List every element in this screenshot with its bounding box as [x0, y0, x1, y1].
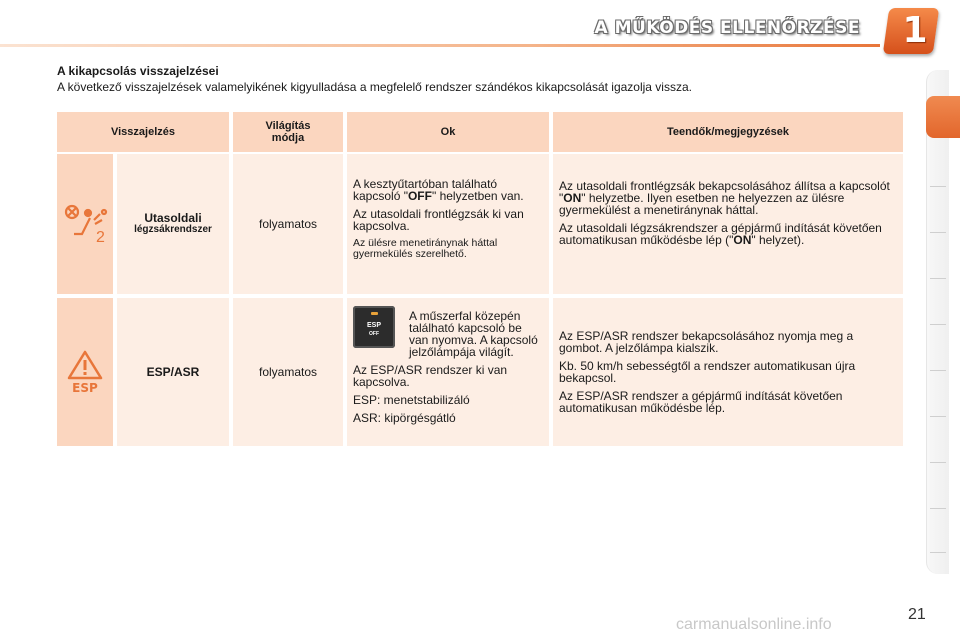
side-tab-divider [930, 552, 946, 553]
svg-text:2: 2 [96, 229, 105, 244]
action-cell [553, 298, 903, 446]
cause-cell [347, 154, 549, 294]
switch-led [371, 312, 378, 315]
indicator-table [57, 112, 903, 452]
indicator-name-cell [117, 154, 229, 294]
action-text: Az utasoldali légzsákrendszer a gépjármű indítását követően automatikusan működésbe lép ("ON" helyzet). [559, 221, 882, 247]
section-intro: A következő visszajelzések valamelyikének kigyulladása a megfelelő rendszer szándékos kikapcsolását igazolja vissza. [57, 80, 692, 94]
cause-text: ESP: menetstabilizáló [353, 393, 470, 407]
passenger-airbag-off-icon [60, 204, 110, 244]
page-number: 21 [908, 606, 926, 623]
esp-warning-icon [65, 350, 105, 394]
indicator-name: Utasoldali [144, 211, 202, 225]
side-tab-active[interactable] [926, 96, 960, 138]
side-tab-divider [930, 278, 946, 279]
indicator-icon-cell [57, 154, 113, 294]
cause-text: ASR: kipörgésgátló [353, 411, 456, 425]
lighting-mode-cell [233, 298, 343, 446]
cause-text: A műszerfal közepén található kapcsoló be van nyomva. A kapcsoló jelzőlámpája világít. [409, 309, 538, 359]
side-tab-rail[interactable] [926, 70, 949, 574]
column-header: Ok [347, 112, 549, 152]
indicator-name-cell [117, 298, 229, 446]
cause-text: Az utasoldali frontlégzsák ki van kapcsolva. [353, 207, 524, 233]
page-header [0, 0, 960, 56]
cause-note: Az ülésre menetiránynak háttal gyermekülés szerelhető. [353, 237, 498, 260]
esp-off-switch [353, 306, 395, 348]
lighting-mode: folyamatos [258, 365, 318, 379]
cause-text: Az ESP/ASR rendszer ki van kapcsolva. [353, 363, 508, 389]
action-cell [553, 154, 903, 294]
svg-text:ESP: ESP [72, 381, 98, 394]
action-text: Kb. 50 km/h sebességtől a rendszer automatikusan újra bekapcsol. [559, 359, 856, 385]
action-text: Az utasoldali frontlégzsák bekapcsolásához állítsa a kapcsolót "ON" helyzetbe. Ilyen esetben ne helyezzen az ülésre gyermekülést a menetiránynak háttal. [559, 179, 890, 217]
side-tab-divider [930, 186, 946, 187]
lighting-mode-cell [233, 154, 343, 294]
column-header: Teendők/megjegyzések [553, 112, 903, 152]
column-header: Visszajelzés [57, 112, 229, 152]
indicator-icon-cell [57, 298, 113, 446]
side-tab-divider [930, 416, 946, 417]
indicator-name: ESP/ASR [146, 365, 200, 379]
side-tab-divider [930, 370, 946, 371]
watermark: carmanualsonline.info [676, 616, 832, 633]
cause-cell [347, 298, 549, 446]
lighting-mode: folyamatos [258, 217, 318, 231]
action-text: Az ESP/ASR rendszer a gépjármű indítását követően automatikusan működésbe lép. [559, 389, 843, 415]
cause-text: A kesztyűtartóban található kapcsoló "OFF" helyzetben van. [353, 177, 524, 203]
column-header: Világítás módja [233, 112, 343, 152]
side-tab-divider [930, 508, 946, 509]
action-text: Az ESP/ASR rendszer bekapcsolásához nyomja meg a gombot. A jelzőlámpa kialszik. [559, 329, 854, 355]
side-tab-divider [930, 324, 946, 325]
section-title: A kikapcsolás visszajelzései [57, 64, 219, 78]
page-title: A MŰKÖDÉS ELLENŐRZÉSE [594, 18, 860, 38]
side-tab-divider [930, 462, 946, 463]
chapter-number: 1 [902, 10, 928, 51]
header-rule [0, 44, 880, 47]
side-tab-divider [930, 232, 946, 233]
switch-label: ESP OFF [366, 322, 381, 337]
indicator-name-sub: légzsákrendszer [134, 224, 212, 235]
